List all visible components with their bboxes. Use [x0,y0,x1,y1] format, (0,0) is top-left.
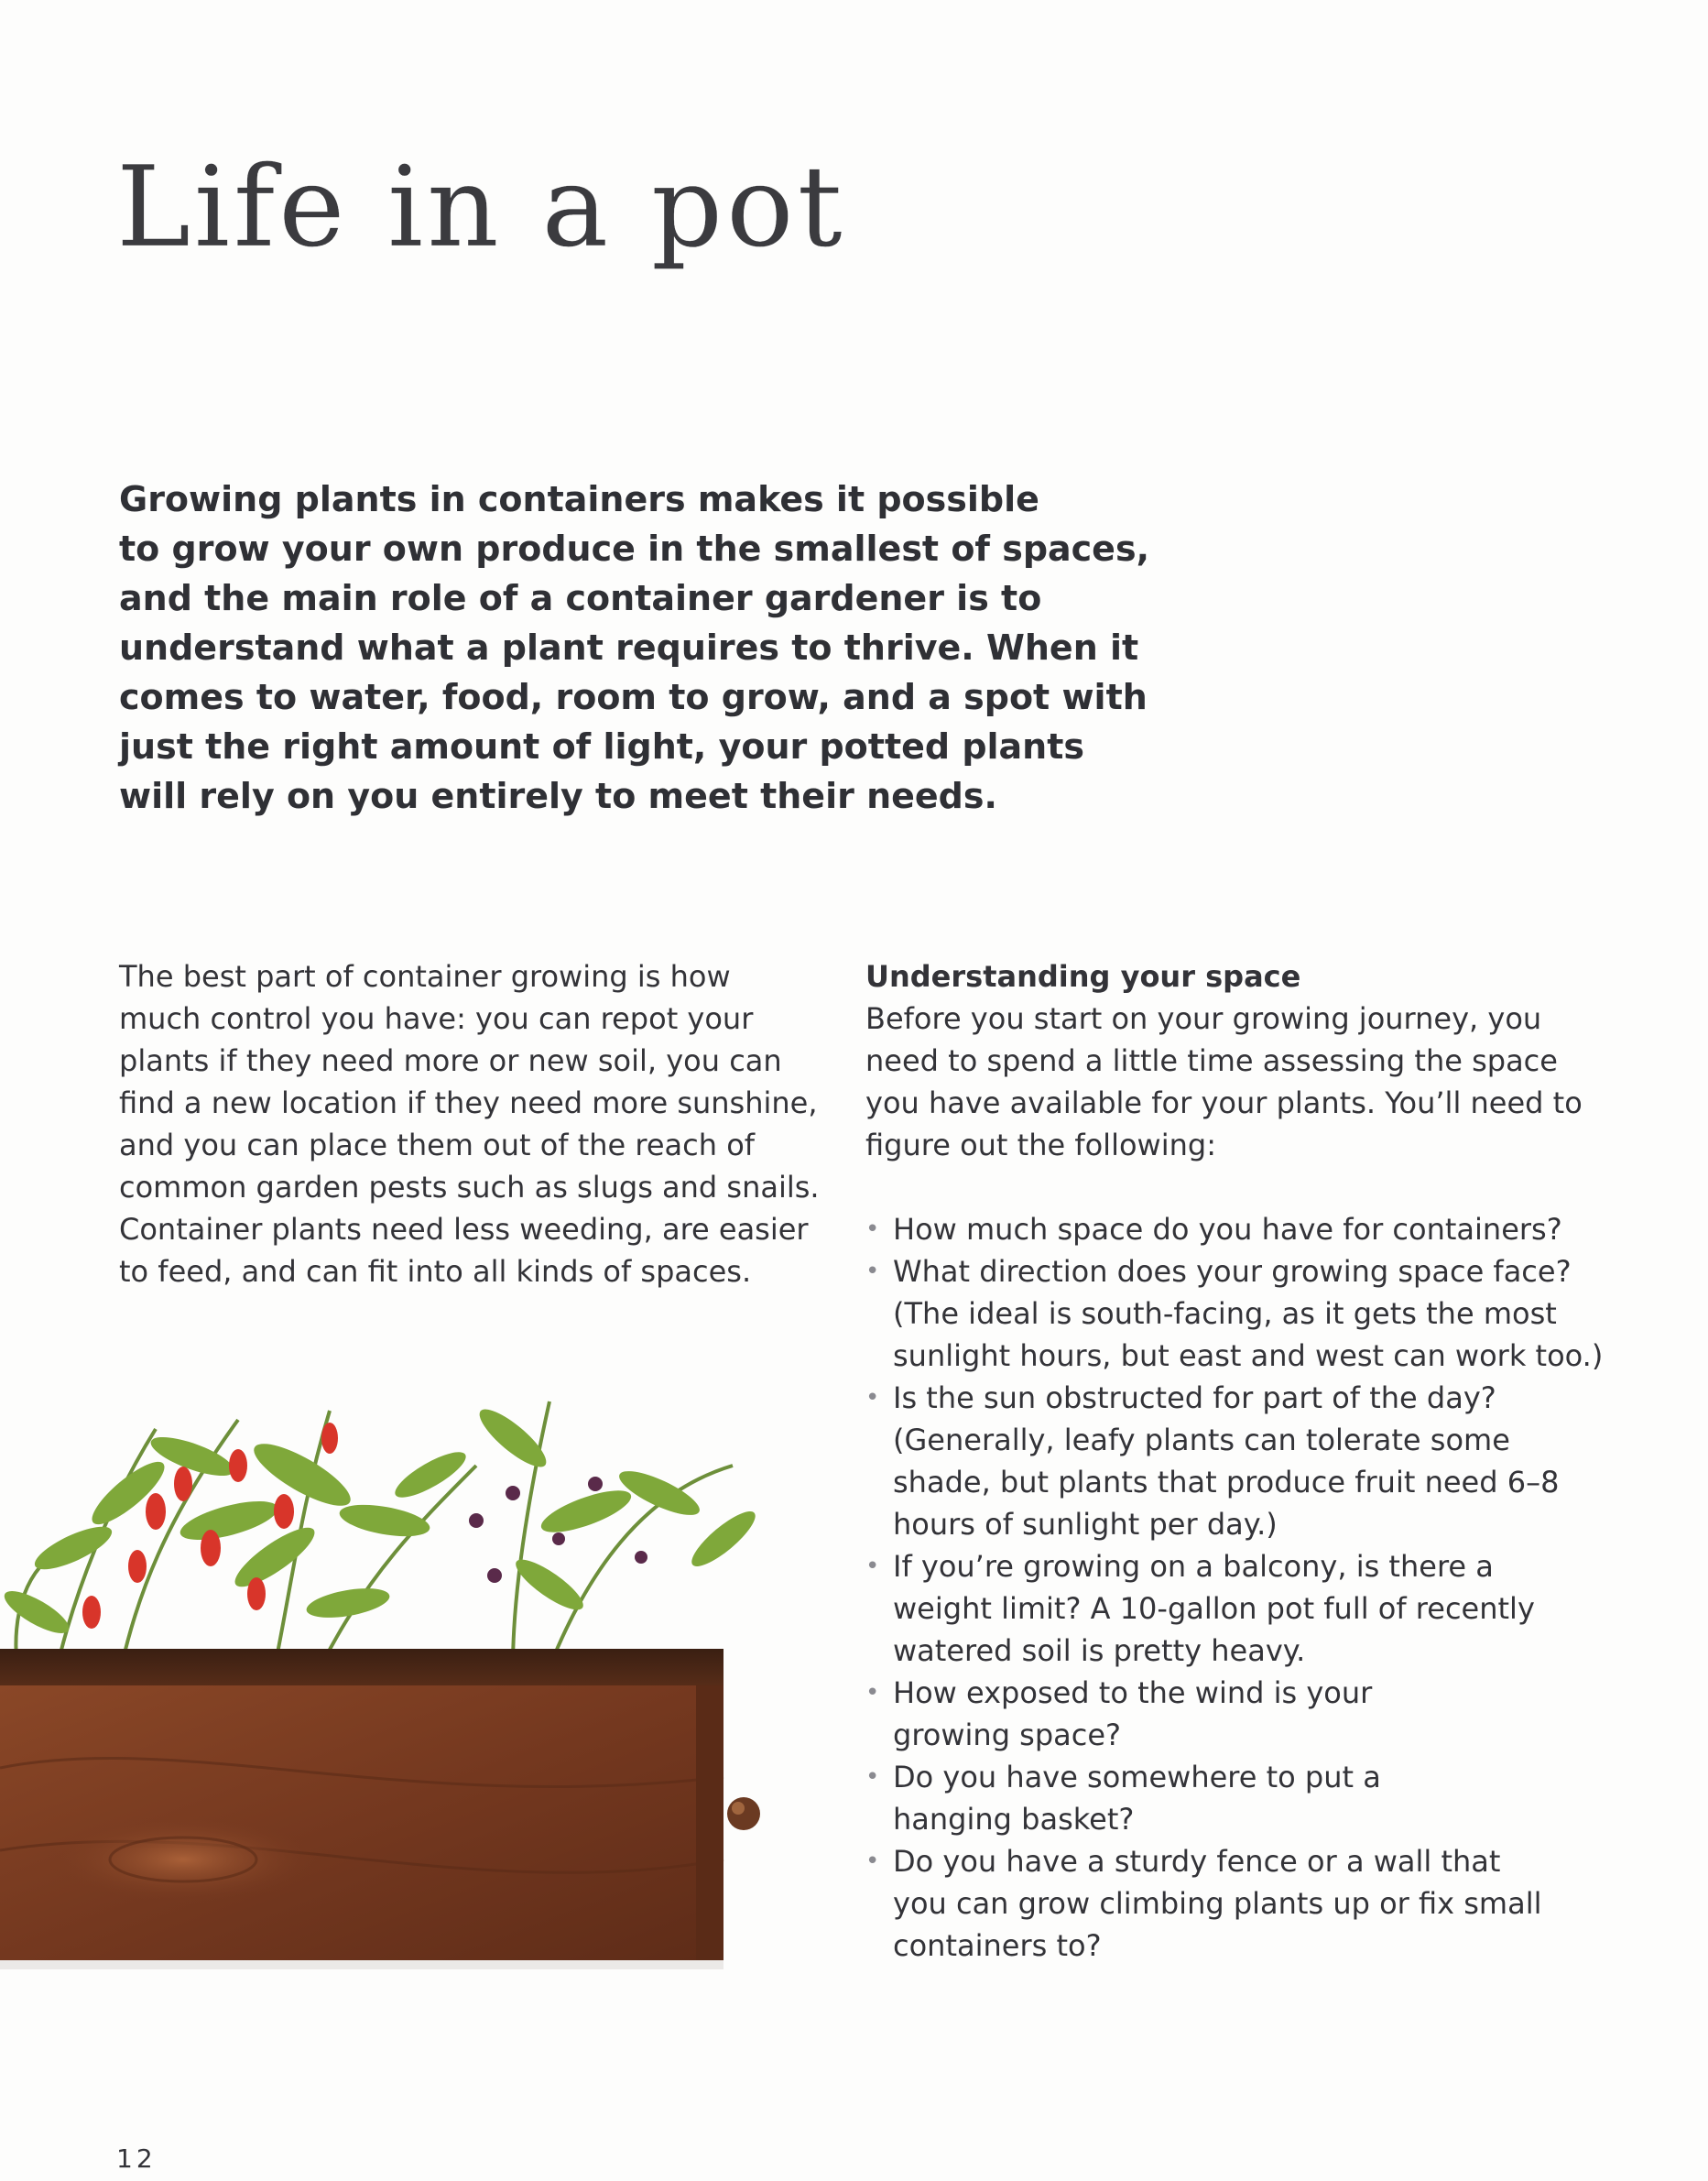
checklist-item [865,1250,1671,1377]
intro-line: to grow your own produce in the smallest of spaces, [119,529,1150,569]
checklist-item-line: How much space do you have for containers? [893,1212,1562,1247]
intro-line: just the right amount of light, your potted plants [119,726,1085,767]
bullet-icon: • [865,1848,880,1875]
checklist-item-line: (Generally, leafy plants can tolerate some [893,1423,1510,1457]
checklist-item-line: sunlight hours, but east and west can work too.) [893,1338,1604,1373]
body-left-line: plants if they need more or new soil, you can [119,1043,782,1078]
intro-paragraph [119,474,1150,821]
section-intro-line: need to spend a little time assessing the space [865,1043,1558,1078]
checklist-item-line: shade, but plants that produce fruit need 6–8 [893,1465,1560,1499]
body-left-line: much control you have: you can repot your [119,1001,754,1036]
section-intro [865,998,1671,1166]
checklist-item-line: Do you have a sturdy fence or a wall that [893,1844,1501,1879]
checklist-item-line: Is the sun obstructed for part of the day? [893,1380,1496,1415]
body-left-line: Container plants need less weeding, are easier [119,1212,809,1247]
checklist-item-line: growing space? [893,1718,1122,1752]
checklist-item-line: watered soil is pretty heavy. [893,1633,1306,1668]
checklist-item-line: Do you have somewhere to put a [893,1760,1381,1794]
plant-leaves [0,1401,762,1641]
bullet-icon: • [865,1553,880,1580]
body-right-column [865,955,1671,1967]
checklist-item [865,1756,1671,1840]
section-intro-line: figure out the following: [865,1128,1216,1162]
checklist-item-line: hanging basket? [893,1802,1135,1837]
checklist-item [865,1377,1671,1545]
wooden-planter [0,1649,760,1969]
page-title: Life in a pot [116,142,846,272]
checklist-item-line: containers to? [893,1928,1102,1963]
checklist-item [865,1208,1671,1250]
section-intro-line: you have available for your plants. You’ll need to [865,1085,1583,1120]
checklist-item-line: What direction does your growing space face? [893,1254,1572,1289]
bullet-icon: • [865,1258,880,1285]
intro-line: Growing plants in containers makes it possible [119,479,1039,519]
body-left-line: common garden pests such as slugs and snails. [119,1170,820,1205]
body-left-paragraph [119,955,833,1292]
checklist-item-line: (The ideal is south-facing, as it gets the most [893,1296,1557,1331]
checklist [865,1208,1671,1967]
intro-line: and the main role of a container gardener is to [119,578,1042,618]
intro-line: comes to water, food, room to grow, and a spot with [119,677,1148,717]
body-left-line: and you can place them out of the reach of [119,1128,756,1162]
bullet-icon: • [865,1384,880,1412]
checklist-item-line: you can grow climbing plants up or fix small [893,1886,1542,1921]
checklist-item [865,1840,1671,1967]
intro-line: understand what a plant requires to thrive. When it [119,627,1139,668]
bullet-icon: • [865,1763,880,1791]
checklist-item-line: weight limit? A 10-gallon pot full of recently [893,1591,1535,1626]
body-left-line: to feed, and can fit into all kinds of spaces. [119,1254,752,1289]
section-heading: Understanding your space [865,959,1301,994]
bullet-icon: • [865,1679,880,1707]
checklist-item [865,1672,1671,1756]
checklist-item [865,1545,1671,1672]
checklist-item-line: hours of sunlight per day.) [893,1507,1278,1542]
intro-line: will rely on you entirely to meet their needs. [119,776,997,816]
body-left-line: find a new location if they need more sunshine, [119,1085,818,1120]
bullet-icon: • [865,1216,880,1243]
planter-photo [0,1337,852,1997]
plant-stems [16,1401,733,1676]
section-intro-line: Before you start on your growing journey, you [865,1001,1542,1036]
body-left-line: The best part of container growing is how [119,959,731,994]
page-number: 12 [116,2143,157,2174]
checklist-item-line: If you’re growing on a balcony, is there a [893,1549,1494,1584]
checklist-item-line: How exposed to the wind is your [893,1675,1373,1710]
